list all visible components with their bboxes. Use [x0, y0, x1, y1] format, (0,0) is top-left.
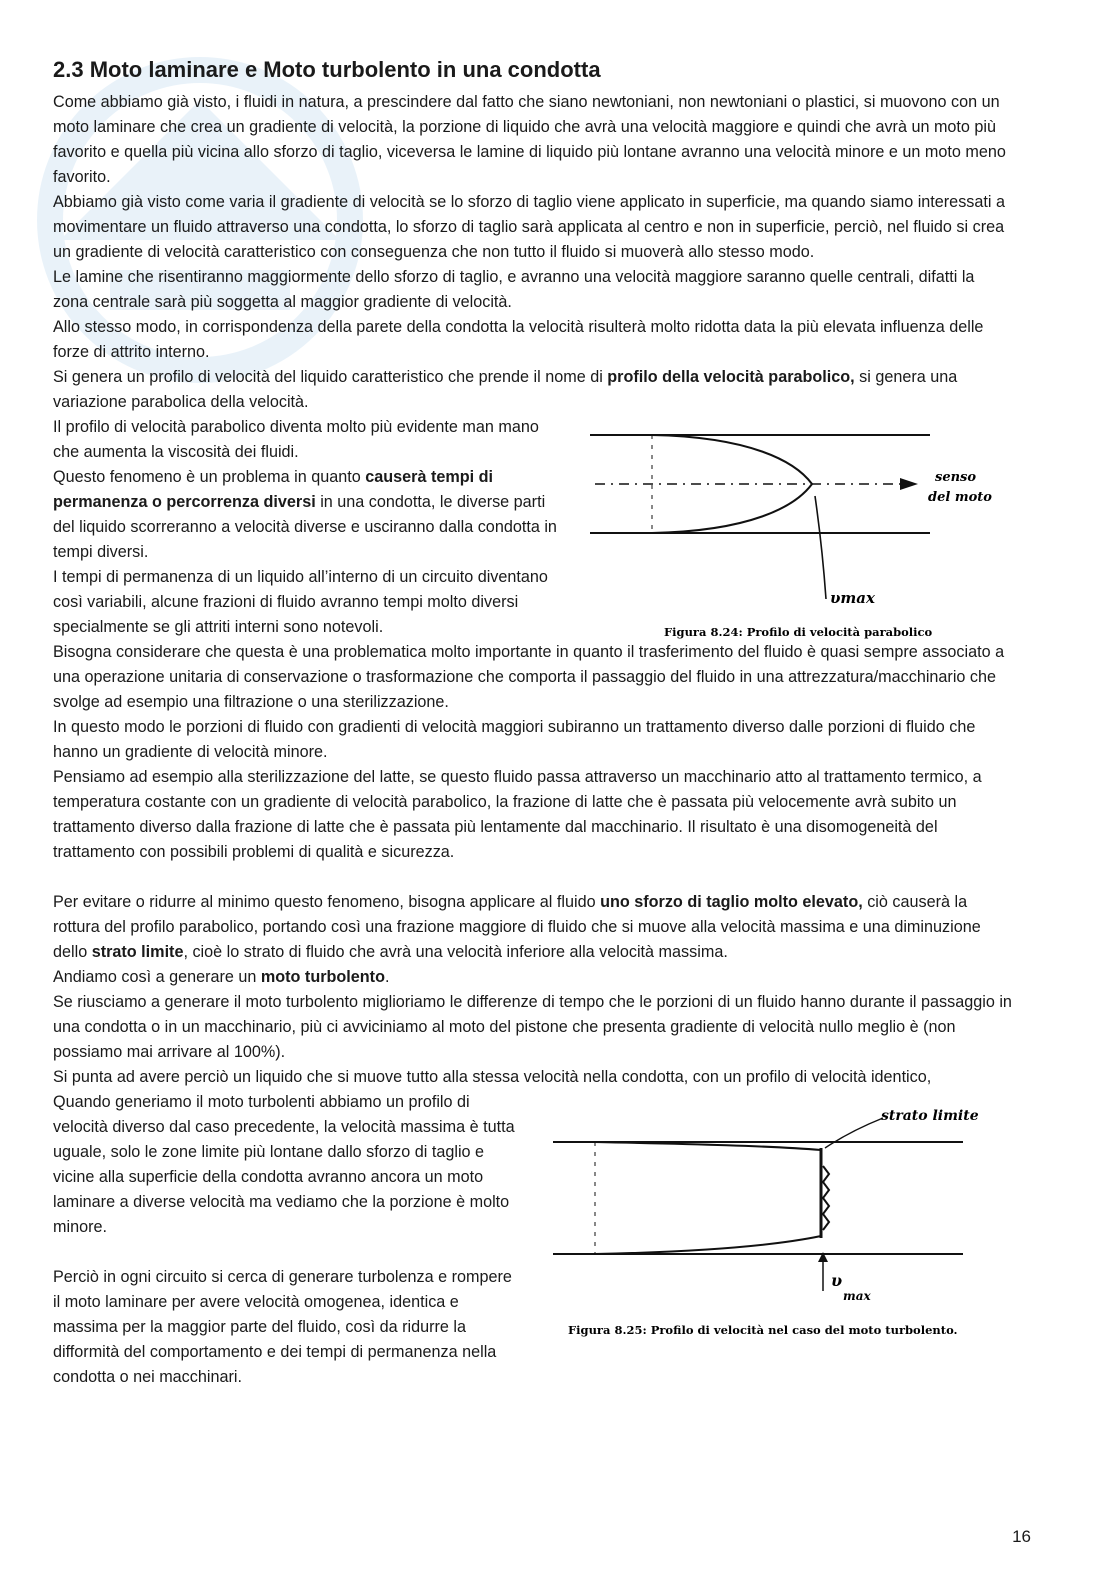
parabolic-profile-diagram [580, 421, 1016, 643]
parabolic-section [53, 415, 1013, 640]
paragraph: I tempi di permanenza di un liquido all’interno di un circuito diventano così variabili, alcune frazioni di fluido avranno tempi molto diversi specialmente se gli attriti interni sono notevoli. [53, 568, 548, 636]
paragraph: Questo fenomeno è un problema in quanto causerà tempi di permanenza o percorrenza diversi in una condotta, le diverse parti del liquido scorreranno a velocità diverse e usciranno dalla condotta in tempi diversi. [53, 468, 557, 561]
paragraph: Le lamine che risentiranno maggiormente dello sforzo di taglio, e avranno una velocità maggiore saranno quelle centrali, difatti la zona centrale sarà più soggetta al maggior gradiente di velocità. [53, 268, 975, 311]
bold-term: moto turbolento [260, 968, 385, 986]
boundary-leader [825, 1118, 883, 1148]
section-title: 2.3 Moto laminare e Moto turbolento in una condotta [53, 57, 601, 82]
turbulence-marks [823, 1166, 829, 1230]
figure-caption: Figura 8.24: Profilo di velocità parabolico [664, 625, 933, 639]
vmax-subscript: max [843, 1289, 871, 1303]
page-number: 16 [1012, 1527, 1031, 1546]
boundary-layer-label: strato limite [881, 1108, 979, 1124]
turbulent-profile-diagram [543, 1096, 995, 1348]
paragraph: Bisogna considerare che questa è una problematica molto importante in quanto il trasferimento del fluido è quasi sempre associato a una operazione unitaria di conservazione o trasformazione che comporta il passaggio del fluido in una attrezzatura/macchinario che svolge ad esempio una filtrazione o una sterilizzazione. [53, 643, 1005, 711]
v-label: υ [831, 1271, 843, 1290]
paragraph: Per evitare o ridurre al minimo questo fenomeno, bisogna applicare al fluido uno sforzo di taglio molto elevato, ciò causerà la rottura del profilo parabolico, portando così una frazione maggiore di fluido che si muove alla velocità massima e una diminuzione dello strato limite, cioè lo strato di fluido che avrà una velocità inferiore alla velocità massima. [53, 893, 981, 961]
bold-term: uno sforzo di taglio molto elevato, [600, 893, 863, 911]
profile-top [595, 1142, 821, 1150]
turbulent-section [53, 1090, 1013, 1390]
paragraph: Andiamo così a generare un moto turbolento. [53, 968, 390, 986]
paragraph: Il profilo di velocità parabolico diventa molto più evidente man mano che aumenta la viscosità dei fluidi. [53, 418, 539, 461]
figure-turbulent-profile [543, 1096, 995, 1348]
document-page [53, 56, 1013, 1390]
paragraph: Abbiamo già visto come varia il gradiente di velocità se lo sforzo di taglio viene applicato in superficie, ma quando siamo interessati a movimentare un fluido attraverso una condotta, lo sforzo di taglio sarà applicata al centro e non in superficie, perciò, nel fluido si crea un gradiente di velocità caratteristico con conseguenza che non tutto il fluido si muoverà allo stesso modo. [53, 193, 1005, 261]
vmax-leader [815, 496, 826, 599]
paragraph: Si punta ad avere perciò un liquido che si muove tutto alla stessa velocità nella condotta, con un profilo di velocità identico, [53, 1068, 932, 1086]
paragraph: In questo modo le porzioni di fluido con gradienti di velocità maggiori subiranno un trattamento diverso dalle porzioni di fluido che hanno un gradiente di velocità minore. [53, 718, 976, 761]
bold-term: causerà tempi di permanenza o percorrenza diversi [53, 468, 494, 511]
flow-arrow-icon [900, 478, 918, 490]
figure-caption: Figura 8.25: Profilo di velocità nel caso del moto turbolento. [568, 1323, 958, 1337]
flow-direction-label: senso [935, 470, 977, 485]
paragraph: Perciò in ogni circuito si cerca di generare turbolenza e rompere il moto laminare per avere velocità omogenea, identica e massima per la maggior parte del fluido, così da ridurre la difformità del comportamento e dei tempi di permanenza nella condotta o nei macchinari. [53, 1268, 512, 1386]
bold-term: profilo della velocità parabolico, [607, 368, 855, 386]
paragraph: Pensiamo ad esempio alla sterilizzazione del latte, se questo fluido passa attraverso un macchinario atto al trattamento termico, a temperatura costante con un gradiente di velocità parabolico, la frazione di latte che è passata più velocemente avrà subito un trattamento diverso dalla frazione di latte che è passata più lentamente dal macchinario. Il risultato è una disomogeneità del trattamento con possibili problemi di qualità e sicurezza. [53, 768, 982, 861]
paragraph: Come abbiamo già visto, i fluidi in natura, a prescindere dal fatto che siano newtoniani, non newtoniani o plastici, si muovono con un moto laminare che crea un gradiente di velocità, la porzione di liquido che avrà una velocità maggiore e quindi che avrà un moto più favorito e quella più vicina allo sforzo di taglio, viceversa le lamine di liquido più lontane avranno una velocità minore e un moto meno favorito. [53, 93, 1006, 186]
paragraph: Quando generiamo il moto turbolenti abbiamo un profilo di velocità diverso dal caso precedente, la velocità massima è tutta uguale, solo le zone limite più lontane dallo sforzo di taglio e vicine alla superficie della condotta avranno ancora un moto laminare a diverse velocità ma vediamo che la porzione è molto minore. [53, 1093, 515, 1236]
paragraph: Allo stesso modo, in corrispondenza della parete della condotta la velocità risulterà molto ridotta data la più elevata influenza delle forze di attrito interno. [53, 318, 984, 361]
vmax-label: υmax [830, 589, 875, 607]
paragraph: Se riusciamo a generare il moto turbolento miglioriamo le differenze di tempo che le porzioni di un fluido hanno durante il passaggio in una condotta o in un macchinario, più ci avviciniamo al moto del pistone che presenta gradiente di velocità nullo meglio è (non possiamo mai arrivare al 100%). [53, 993, 1012, 1061]
profile-bottom [595, 1236, 821, 1254]
flow-direction-label: del moto [928, 490, 992, 505]
paragraph: Si genera un profilo di velocità del liquido caratteristico che prende il nome di profilo della velocità parabolico, si genera una variazione parabolica della velocità. [53, 368, 958, 411]
bold-term: strato limite [91, 943, 184, 961]
figure-parabolic-profile [580, 421, 1016, 643]
